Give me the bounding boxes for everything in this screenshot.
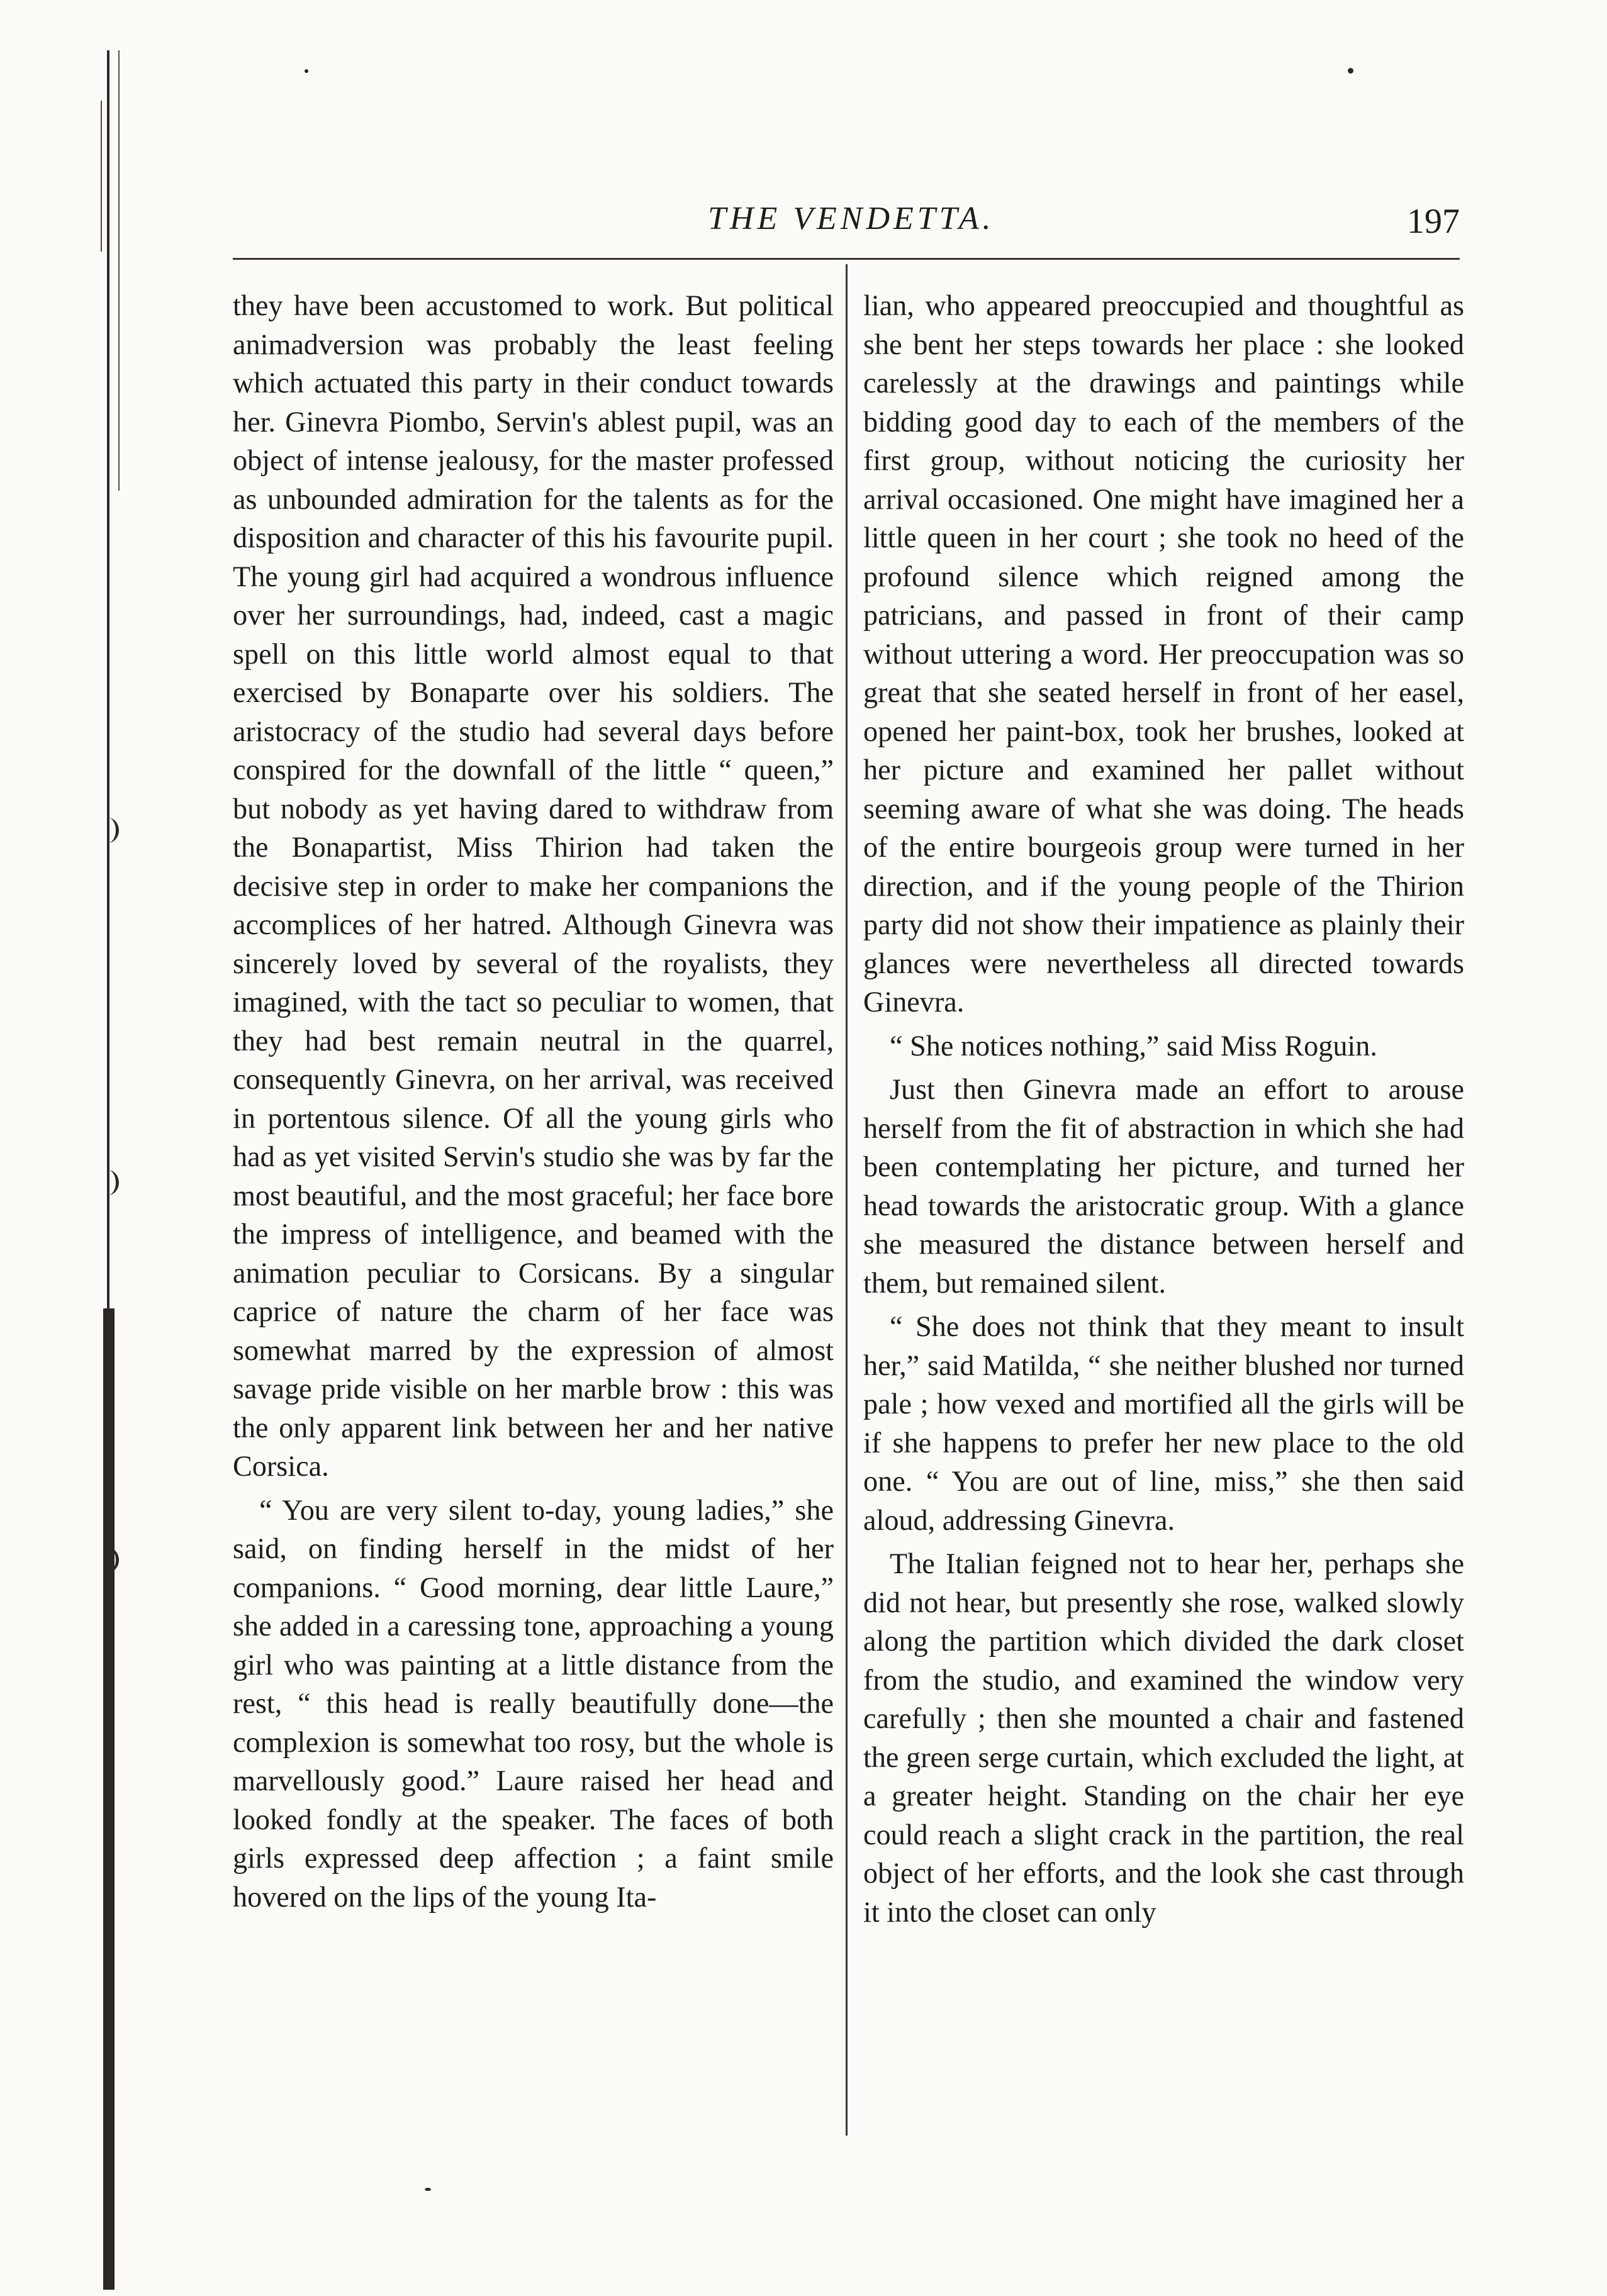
binding-shadow — [103, 1308, 115, 2290]
binding-mark — [97, 1547, 119, 1573]
paragraph: Just then Ginevra made an effort to arouse herself from the fit of abstraction in which she had been contemplating her picture, and turned her head towards the aristocratic group. With a glance she measured the distance between herself and them, but remained silent. — [863, 1073, 1464, 1299]
left-column — [233, 286, 834, 1916]
header-rule — [233, 258, 1460, 260]
paragraph: “ She notices nothing,” said Miss Roguin. — [890, 1029, 1377, 1062]
binding-mark — [97, 818, 119, 843]
ink-speck — [305, 69, 308, 73]
ink-speck — [1348, 68, 1353, 74]
column-divider — [846, 264, 848, 2136]
paragraph: The Italian feigned not to hear her, perhaps she did not hear, but presently she rose, walked slowly along the partition which divided the dark closet from the studio, and examined the window very carefully ; then she mounted a chair and fastened the green serge curtain, which excluded the light, at a greater height. Standing on the chair her eye could reach a slight crack in the partition, the real object of her efforts, and the look she cast through it into the closet can only — [863, 1547, 1464, 1928]
binding-line — [101, 101, 102, 252]
paragraph: “ You are very silent to-day, young ladies,” she said, on finding herself in the midst of her companions. “ Good morning, dear little Laure,” she added in a caressing tone, approaching a young girl who was painting at a little distance from the rest, “ this head is really beautifully done—the complexion is somewhat too rosy, but the whole is marvellously good.” Laure raised her head and looked fondly at the speaker. The faces of both girls expressed deep affection ; a faint smile hovered on the lips of the young Ita- — [233, 1493, 834, 1913]
running-head — [233, 200, 1460, 250]
paragraph: they have been accustomed to work. But political animadversion was probably the least feeling which actuated this party in their conduct towards her. Ginevra Piombo, Servin's ablest pupil, was an object of intense jealousy, for the master professed as unbounded admiration for the talents as for the disposition and character of this his favourite pupil. The young girl had acquired a wondrous influence over her surroundings, had, indeed, cast a magic spell on this little world almost equal to that exercised by Bonaparte over his soldiers. The aristocracy of the studio had several days before conspired for the downfall of the little “ queen,” but nobody as yet having dared to withdraw from the Bonapartist, Miss Thirion had taken the decisive step in order to make her companions the accomplices of her hatred. Although Ginevra was sincerely loved by several of the royalists, they imagined, with the tact so peculiar to women, that they had best remain neutral in the quarrel, consequently Ginevra, on her arrival, was received in portentous silence. Of all the young girls who had as yet visited Servin's studio she was by far the most beautiful, and the most graceful; her face bore the impress of intelligence, and beamed with the animation peculiar to Corsicans. By a singular caprice of nature the charm of her face was somewhat marred by the expression of almost savage pride visible on her marble brow : this was the only apparent link between her and her native Corsica. — [233, 289, 834, 1482]
ink-speck — [425, 2188, 431, 2191]
page-binding-edge — [94, 50, 123, 2290]
running-title: THE VENDETTA. — [708, 201, 995, 237]
page-number: 197 — [1407, 202, 1460, 241]
binding-mark — [97, 1170, 119, 1195]
right-column — [863, 286, 1464, 1931]
binding-line — [118, 50, 120, 491]
paragraph: “ She does not think that they meant to insult her,” said Matilda, “ she neither blushed nor turned pale ; how vexed and mortified all the girls will be if she happens to prefer her new place to the old one. “ You are out of line, miss,” she then said aloud, addressing Ginevra. — [863, 1310, 1464, 1536]
paragraph: lian, who appeared preoccupied and thoughtful as she bent her steps towards her place : she looked carelessly at the drawings and paintings while bidding good day to each of the members of the first group, without noticing the curiosity her arrival occasioned. One might have imagined her a little queen in her court ; she took no heed of the profound silence which reigned among the patricians, and passed in front of their camp without uttering a word. Her preoccupation was so great that she seated herself in front of her easel, opened her paint-box, took her brushes, looked at her picture and examined her pallet without seeming aware of what she was doing. The heads of the entire bourgeois group were turned in her direction, and if the young people of the Thirion party did not show their impatience as plainly their glances were nevertheless all directed towards Ginevra. — [863, 289, 1464, 1018]
